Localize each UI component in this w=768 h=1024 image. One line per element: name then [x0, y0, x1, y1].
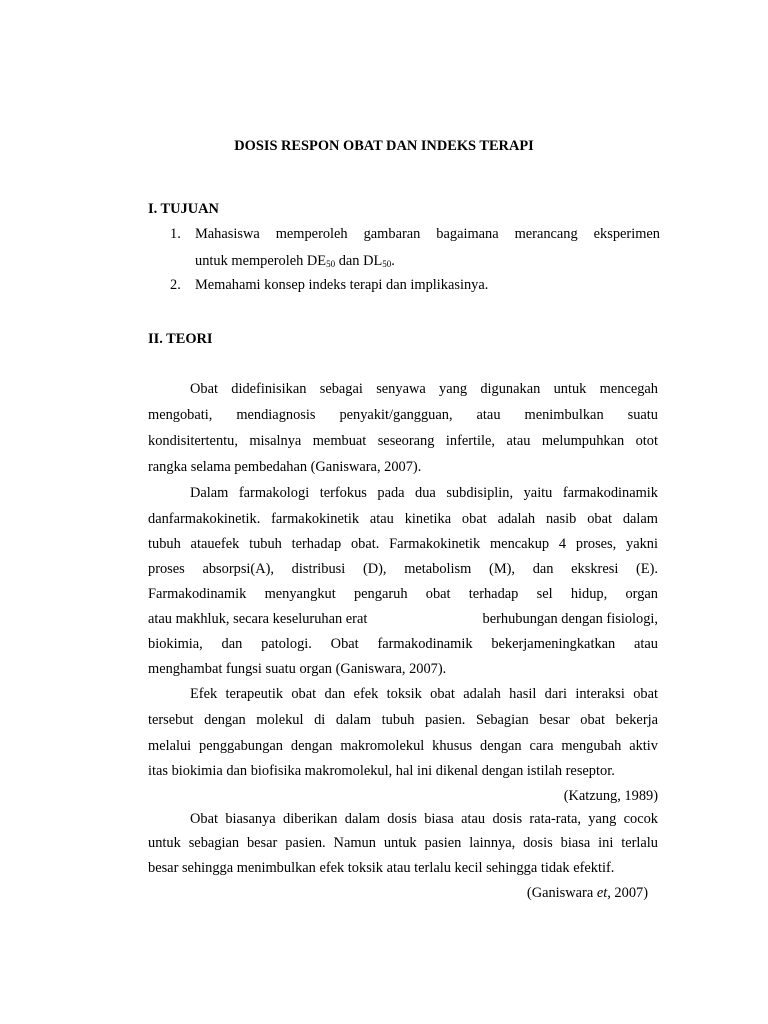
list-item-continuation: [195, 252, 660, 270]
subscript: 50: [326, 259, 336, 269]
paragraph-line: Dalam farmakologi terfokus pada dua subdisiplin, yaitu farmakodinamik: [190, 485, 658, 501]
list-item: [170, 225, 660, 270]
list-number: 2.: [170, 277, 181, 293]
paragraph-line: Efek terapeutik obat dan efek toksik obat adalah hasil dari interaksi obat: [190, 686, 658, 702]
paragraph-line: tubuh atauefek tubuh terhadap obat. Farmakokinetik mencakup 4 proses, yakni: [148, 536, 658, 552]
paragraph-line: proses absorpsi(A), distribusi (D), metabolism (M), dan ekskresi (E).: [148, 561, 658, 577]
text-run: dan DL: [335, 253, 383, 269]
paragraph-line: menghambat fungsi suatu organ (Ganiswara, 2007).: [148, 661, 447, 677]
section-heading-tujuan: I. TUJUAN: [148, 201, 219, 217]
paragraph-line: Farmakodinamik menyangkut pengaruh obat terhadap sel hidup, organ: [148, 586, 658, 602]
paragraph-line: mengobati, mendiagnosis penyakit/gangguan, atau menimbulkan suatu: [148, 407, 658, 423]
list-item-text: Memahami konsep indeks terapi dan implikasinya.: [195, 277, 489, 293]
text-run: 2007): [610, 885, 648, 901]
list-item-text: Mahasiswa memperoleh gambaran bagaimana merancang eksperimen: [195, 226, 660, 242]
text-run: (Ganiswara: [526, 885, 597, 901]
paragraph-line: besar sehingga menimbulkan efek toksik atau terlalu kecil sehingga tidak efektif.: [148, 860, 615, 876]
paragraph-line: itas biokimia dan biofisika makromolekul, hal ini dikenal dengan istilah reseptor.: [148, 763, 615, 779]
text-run-italic: et,: [596, 885, 611, 901]
paragraph-line: untuk sebagian besar pasien. Namun untuk pasien lainnya, dosis biasa ini terlalu: [148, 835, 658, 851]
paragraph-line: atau makhluk, secara keseluruhan erat: [148, 611, 368, 627]
citation: [148, 884, 648, 902]
section-heading-teori: II. TEORI: [148, 331, 213, 347]
text-run: .: [391, 253, 395, 269]
text-run: untuk memperoleh DE: [195, 253, 327, 269]
paragraph-line: biokimia, dan patologi. Obat farmakodinamik bekerjameningkatkan atau: [148, 636, 658, 652]
paragraph-line: kondisitertentu, misalnya membuat seseorang infertile, atau melumpuhkan otot: [148, 433, 658, 449]
paragraph-line: Obat biasanya diberikan dalam dosis biasa atau dosis rata-rata, yang cocok: [190, 811, 658, 827]
paragraph-line: rangka selama pembedahan (Ganiswara, 2007).: [148, 459, 422, 475]
paragraph-line: tersebut dengan molekul di dalam tubuh pasien. Sebagian besar obat bekerja: [148, 712, 658, 728]
citation: (Katzung, 1989): [563, 788, 658, 804]
paragraph-line: melalui penggabungan dengan makromolekul khusus dengan cara mengubah aktiv: [148, 738, 658, 754]
list-number: 1.: [170, 226, 181, 242]
page-title: DOSIS RESPON OBAT DAN INDEKS TERAPI: [234, 138, 534, 154]
paragraph-line: Obat didefinisikan sebagai senyawa yang digunakan untuk mencegah: [190, 381, 658, 397]
list-item: [170, 276, 660, 294]
subscript: 50: [382, 259, 392, 269]
paragraph-line: berhubungan dengan fisiologi,: [482, 611, 658, 627]
paragraph-line: danfarmakokinetik. farmakokinetik atau kinetika obat adalah nasib obat dalam: [148, 511, 658, 527]
